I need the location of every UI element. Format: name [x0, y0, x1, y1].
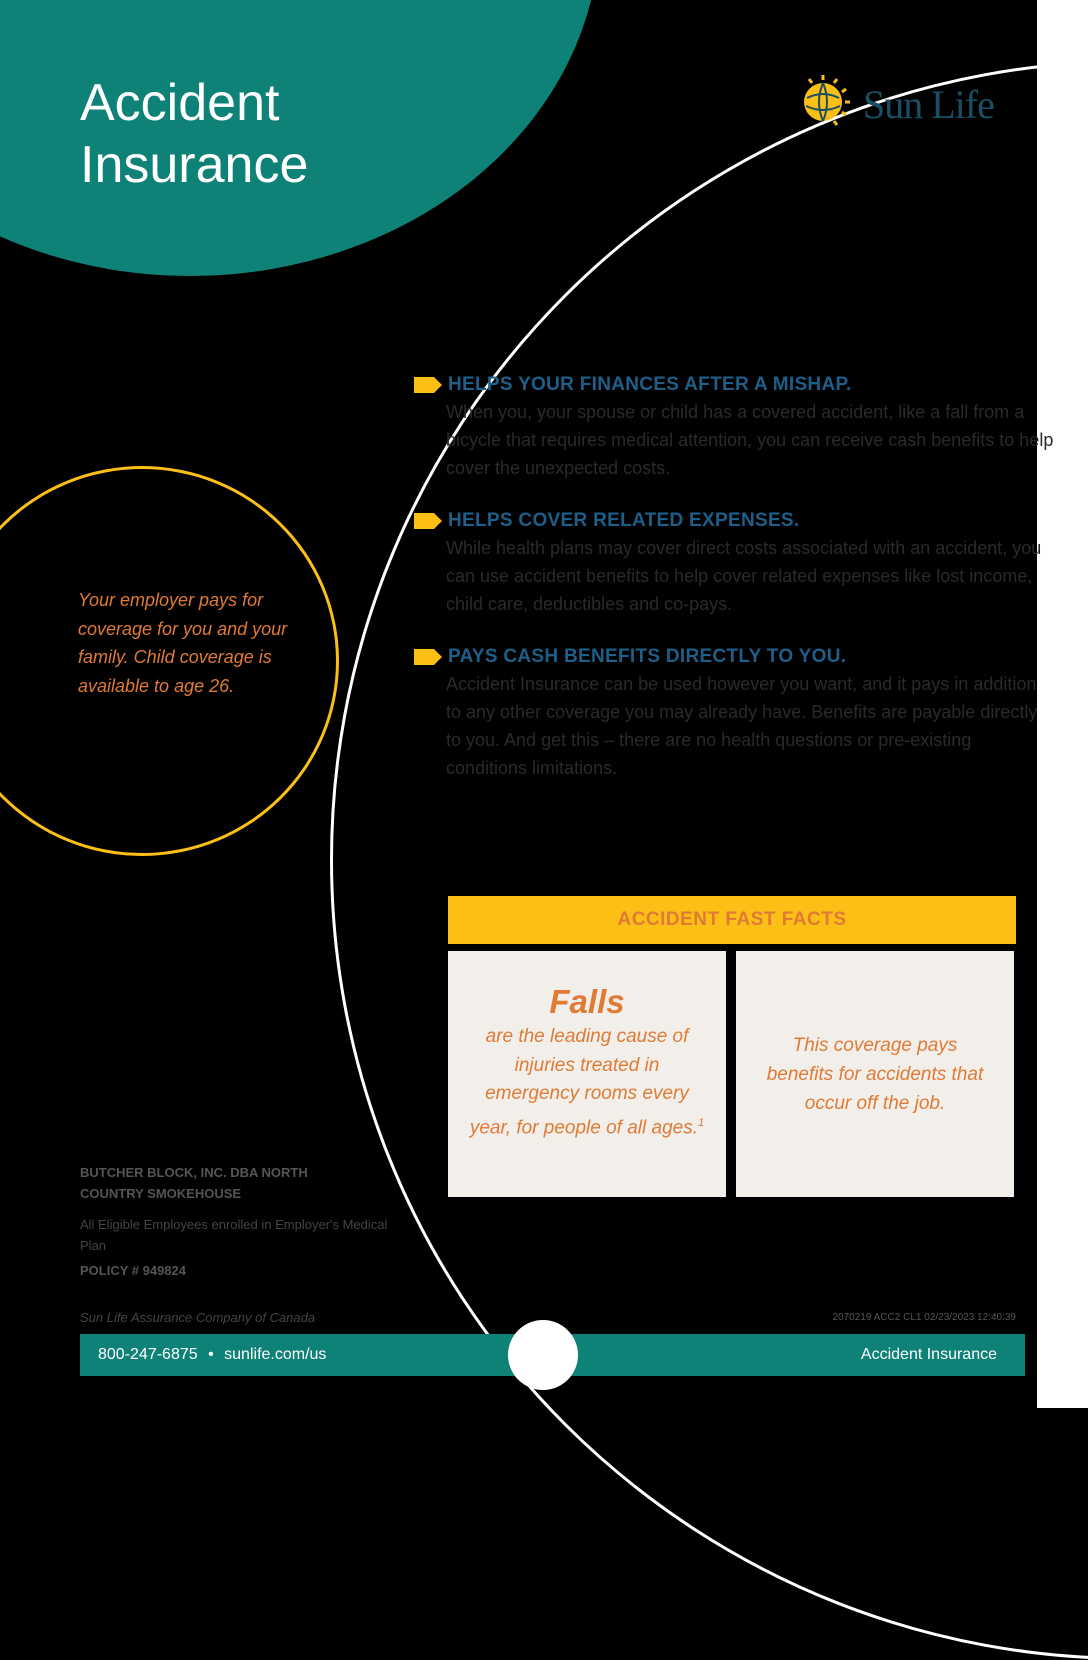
policy-number: POLICY # 949824 — [80, 1263, 186, 1278]
employer-company-name: BUTCHER BLOCK, INC. DBA NORTH COUNTRY SMOKEHOUSE — [80, 1165, 308, 1201]
benefit-expenses — [414, 510, 1054, 618]
fact-text: This coverage pays benefits for accidents that occur off the job. — [766, 1034, 984, 1114]
footnote-marker: 1 — [698, 1116, 705, 1129]
footer-separator: • — [208, 1346, 214, 1363]
logo-wordmark: Sun Life — [863, 82, 994, 127]
page-title — [80, 72, 308, 196]
fact-falls — [448, 951, 726, 1197]
benefit-body: Accident Insurance can be used however you want, and it pays in addition to any other coverage you may already have. Benefits are payable directly to you. And get this – there are no health questions or pre-existing conditions limitations. — [446, 674, 1038, 778]
footer-decorative-dot — [508, 1320, 578, 1390]
sun-life-logo — [795, 72, 994, 137]
footer-product-name: Accident Insurance — [860, 1346, 997, 1363]
arrow-tag-icon — [414, 649, 442, 665]
phone-number[interactable]: 800-247-6875 — [98, 1346, 198, 1363]
benefit-body: While health plans may cover direct costs associated with an accident, you can use accident benefits to help cover related expenses like lost income, child care, deductibles and co-pays. — [446, 538, 1042, 614]
fact-text — [468, 1023, 706, 1142]
decorative-white-ring — [330, 60, 1088, 1660]
employer-pays-callout: Your employer pays for coverage for you and your family. Child coverage is available to age 26. — [78, 590, 288, 696]
benefit-body: When you, your spouse or child has a covered accident, like a fall from a bicycle that requires medical attention, you can receive cash benefits to help cover the unexpected costs. — [446, 402, 1054, 478]
benefit-cash — [414, 646, 1054, 782]
title-line-1: Accident — [80, 74, 280, 132]
fact-off-the-job — [736, 951, 1014, 1197]
eligibility-text: All Eligible Employees enrolled in Employer's Medical Plan — [80, 1217, 388, 1253]
benefit-finances — [414, 374, 1054, 482]
sun-globe-icon — [795, 72, 855, 137]
title-line-2: Insurance — [80, 136, 309, 194]
website-link[interactable]: sunlife.com/us — [224, 1346, 327, 1363]
fast-facts-heading: ACCIDENT FAST FACTS — [448, 896, 1016, 944]
benefit-title: HELPS YOUR FINANCES AFTER A MISHAP. — [448, 374, 852, 395]
document-id: 2070219 ACC2 CL1 02/23/2023 12:40:39 — [832, 1312, 1016, 1323]
footer-contact — [98, 1346, 332, 1364]
arrow-tag-icon — [414, 513, 442, 529]
arrow-tag-icon — [414, 377, 442, 393]
fact-highlight: Falls — [549, 983, 625, 1020]
fact-text-body: are the leading cause of injuries treated in emergency rooms every year, for people of all ages. — [469, 1026, 699, 1138]
benefit-title: PAYS CASH BENEFITS DIRECTLY TO YOU. — [448, 646, 847, 667]
insurer-name: Sun Life Assurance Company of Canada — [80, 1310, 316, 1325]
benefit-title: HELPS COVER RELATED EXPENSES. — [448, 510, 800, 531]
